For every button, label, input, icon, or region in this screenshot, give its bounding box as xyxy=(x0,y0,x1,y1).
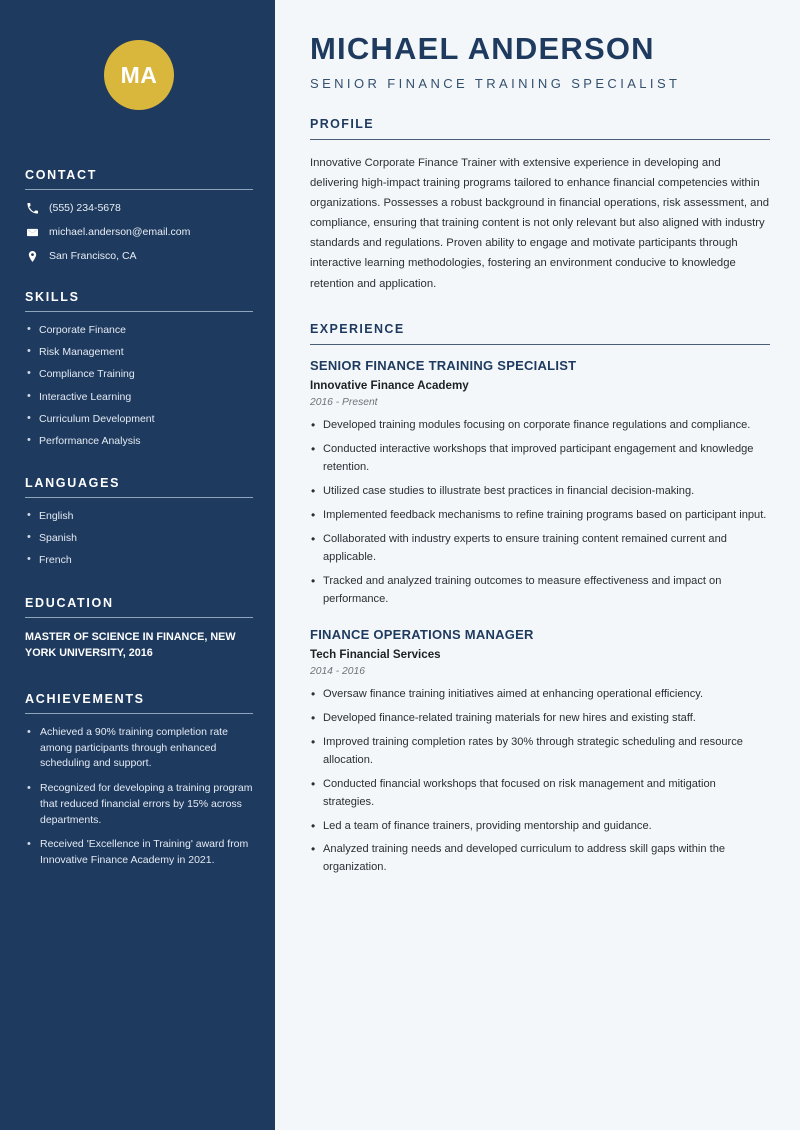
list-item: • Tracked and analyzed training outcomes to measure effectiveness and impact on performance. xyxy=(310,573,770,609)
contact-section xyxy=(25,168,253,263)
list-item: • English xyxy=(25,509,253,523)
contact-location-value: San Francisco, CA xyxy=(49,250,137,262)
list-item: • Achieved a 90% training completion rate among participants through enhanced scheduling and support. xyxy=(25,725,253,772)
job-company: Innovative Finance Academy xyxy=(310,378,469,392)
list-item: • Spanish xyxy=(25,531,253,545)
languages-divider xyxy=(25,497,253,498)
skills-section xyxy=(25,290,253,448)
experience-entry xyxy=(310,627,770,878)
profile-section xyxy=(310,117,770,294)
list-item: • Oversaw finance training initiatives aimed at enhancing operational efficiency. xyxy=(310,686,770,704)
list-item: • Performance Analysis xyxy=(25,434,253,448)
avatar: MA xyxy=(104,40,174,110)
skills-heading: SKILLS xyxy=(25,290,80,304)
achievements-heading: ACHIEVEMENTS xyxy=(25,691,145,706)
job-dates: 2014 - 2016 xyxy=(310,665,365,677)
job-company: Tech Financial Services xyxy=(310,647,441,661)
contact-divider xyxy=(25,189,253,190)
list-item: • Curriculum Development xyxy=(25,412,253,426)
page-title: MICHAEL ANDERSON xyxy=(310,31,655,66)
list-item: • Implemented feedback mechanisms to refine training programs based on participant input. xyxy=(310,507,770,525)
contact-email-value: michael.anderson@email.com xyxy=(49,226,191,238)
skills-divider xyxy=(25,311,253,312)
profile-heading: PROFILE xyxy=(310,116,374,131)
languages-heading: LANGUAGES xyxy=(25,476,121,491)
achievements-divider xyxy=(25,713,253,714)
education-entry: MASTER OF SCIENCE IN FINANCE, NEW YORK UNIVERSITY, 2016 xyxy=(25,630,236,659)
job-bullets xyxy=(310,686,770,878)
list-item: • Recognized for developing a training program that reduced financial errors by 15% across departments. xyxy=(25,781,253,828)
avatar-wrapper xyxy=(25,0,253,110)
experience-heading: EXPERIENCE xyxy=(310,321,405,336)
job-subtitle: SENIOR FINANCE TRAINING SPECIALIST xyxy=(310,75,681,91)
experience-entry xyxy=(310,358,770,609)
list-item: • Conducted financial workshops that focused on risk management and mitigation strategies. xyxy=(310,776,770,812)
skills-list xyxy=(25,323,253,448)
sidebar xyxy=(0,0,278,1130)
languages-list xyxy=(25,509,253,568)
envelope-icon xyxy=(25,225,39,239)
list-item: • Utilized case studies to illustrate best practices in financial decision-making. xyxy=(310,483,770,501)
list-item: • Analyzed training needs and developed curriculum to address skill gaps within the organization. xyxy=(310,841,770,877)
list-item: • Improved training completion rates by 30% through strategic scheduling and resource allocation. xyxy=(310,734,770,770)
contact-row-phone xyxy=(25,201,253,215)
profile-divider xyxy=(310,139,770,140)
contact-row-email xyxy=(25,225,253,239)
profile-text: Innovative Corporate Finance Trainer with extensive experience in developing and delivering high-impact training programs tailored to enhance financial competencies within organizations. Possesses a robust background in financial operations, risk assessment, and compliance, ensuring that training content is not only relevant but also aligned with industry standards and regulations. Proven ability to engage and motivate participants through interactive learning methodologies, fostering an environment conducive to knowledge retention and application. xyxy=(310,156,770,290)
job-dates: 2016 - Present xyxy=(310,396,378,408)
education-divider xyxy=(25,617,253,618)
languages-section xyxy=(25,476,253,568)
education-section xyxy=(25,596,253,661)
list-item: • Received 'Excellence in Training' award from Innovative Finance Academy in 2021. xyxy=(25,837,253,869)
achievements-list xyxy=(25,725,253,869)
job-bullets xyxy=(310,417,770,609)
achievements-section xyxy=(25,692,253,869)
list-item: • Led a team of finance trainers, providing mentorship and guidance. xyxy=(310,818,770,836)
location-pin-icon xyxy=(25,249,39,263)
list-item: • Collaborated with industry experts to ensure training content remained current and applicable. xyxy=(310,531,770,567)
list-item: • French xyxy=(25,553,253,567)
main-column xyxy=(278,0,800,1130)
job-title: FINANCE OPERATIONS MANAGER xyxy=(310,626,534,642)
list-item: • Developed training modules focusing on corporate finance regulations and compliance. xyxy=(310,417,770,435)
contact-heading: CONTACT xyxy=(25,168,98,182)
list-item: • Conducted interactive workshops that improved participant engagement and knowledge retention. xyxy=(310,441,770,477)
contact-row-location xyxy=(25,249,253,263)
list-item: • Risk Management xyxy=(25,345,253,359)
list-item: • Corporate Finance xyxy=(25,323,253,337)
experience-section xyxy=(310,322,770,878)
job-title: SENIOR FINANCE TRAINING SPECIALIST xyxy=(310,357,577,373)
contact-phone-value: (555) 234-5678 xyxy=(49,202,121,214)
experience-divider xyxy=(310,344,770,345)
list-item: • Interactive Learning xyxy=(25,390,253,404)
education-heading: EDUCATION xyxy=(25,595,114,610)
list-item: • Developed finance-related training materials for new hires and existing staff. xyxy=(310,710,770,728)
list-item: • Compliance Training xyxy=(25,367,253,381)
phone-icon xyxy=(25,201,39,215)
